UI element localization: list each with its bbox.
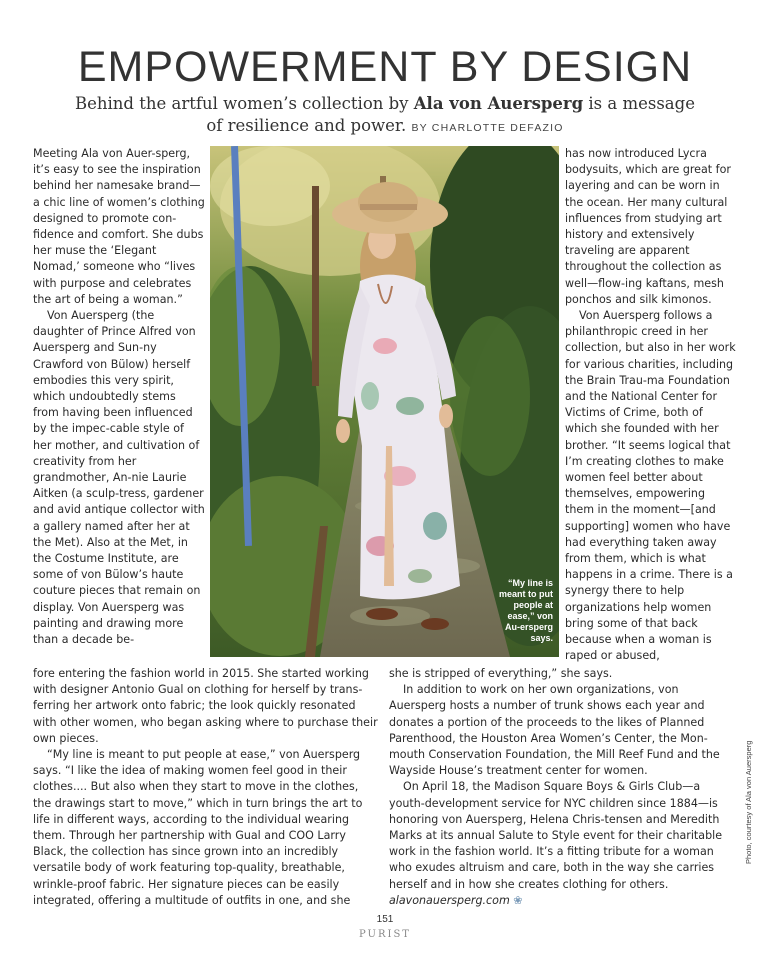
article-deck xyxy=(70,93,700,139)
photo-credit: Photo, courtesy of Ala von Auersperg xyxy=(744,740,753,864)
paragraph: In addition to work on her own organizations, von Auersperg hosts a number of trunk shows each year and donates a portion of the proceeds to the likes of Planned Parenthood, the Houston Area Women’s Center, the Mon-mouth Conservation Foundation, the Mill Reef Fund and the Wayside House’s treatment center for women. xyxy=(389,683,720,778)
right-column xyxy=(565,146,737,665)
website-link[interactable]: alavonauersperg.com xyxy=(389,893,510,907)
paragraph: Von Auersperg (the daughter of Prince Alfred von Auersperg and Sun-ny Crawford von Bülow) herself embodies this very spirit, which undoubtedly stems from having been influenced by the impec-cable style of her mother, and cultivation of creativity from her grandmother, An-nie Laurie Aitken (a sculp-tress, gardener and avid antique collector with a gallery named after her at the Met). Also at the Met, in the Costume Institute, are some of von Bülow’s haute couture pieces that remain on display. Von Auersperg was painting and drawing more than a decade be- xyxy=(33,309,205,647)
lower-right-column xyxy=(389,666,727,909)
left-column xyxy=(33,146,205,648)
paragraph: has now introduced Lycra bodysuits, which are great for layering and can be worn in the ocean. Her many cultural influences from studying art history and extensively traveling are apparent throughout the collection as well—flow-ing kaftans, mesh ponchos and silk kimonos. xyxy=(565,147,731,306)
article-headline: EMPOWERMENT BY DESIGN xyxy=(77,43,693,91)
lotus-icon: ❀ xyxy=(513,893,523,907)
article-photo xyxy=(210,146,559,657)
deck-name: Ala von Auersperg xyxy=(413,94,584,113)
paragraph: “My line is meant to put people at ease,” von Auersperg says. “I like the idea of making women feel good in their clothes.... But also when they start to move in the clothes, the drawings start to move,” which in turn brings the art to life in different ways, according to the individual wearing them. Through her partnership with Gual and COO Larry Black, the collection has since grown into an incredibly versatile body of work featuring top-quality, breathable, wrinkle-proof fabric. Her signature pieces can be easily integrated, offering a multitude of outfits in one, and she xyxy=(33,748,363,907)
lower-left-column xyxy=(33,666,378,909)
deck-text-2: is a message of resilience and power. xyxy=(206,94,695,135)
paragraph: Von Auersperg follows a philanthropic creed in her collection, but also in her work for various charities, including the Brain Trau-ma Foundation and the National Center for Victims of Crime, both of which she founded with her brother. “It seems logical that I’m creating clothes to make women feel better about themselves, empowering them in the moment—[and supporting] women who have had everything taken away from them, which is what happens in a crime. There is a synergy there to help organizations help women bring some of that back because when a woman is raped or abused, xyxy=(565,309,736,663)
deck-text-1: Behind the artful women’s collection by xyxy=(75,94,414,113)
paragraph: Meeting Ala von Auer-sperg, it’s easy to see the inspiration behind her namesake brand—a chic line of women’s clothing designed to promote con-fidence and comfort. She dubs her muse the ‘Elegant Nomad,’ someone who “lives with purpose and celebrates the art of being a woman.” xyxy=(33,147,205,306)
photo-caption: “My line is meant to put people at ease,” von Au-ersperg says. xyxy=(499,578,553,643)
paragraph xyxy=(389,779,727,909)
byline: BY CHARLOTTE DEFAZIO xyxy=(411,122,564,134)
paragraph: fore entering the fashion world in 2015. She started working with designer Antonio Gual on clothing for herself by trans-ferring her artwork onto fabric; the look quickly resonated with other women, who began asking where to purchase their own pieces. xyxy=(33,667,378,745)
paragraph-text: On April 18, the Madison Square Boys & Girls Club—a youth-development service for NYC children since 1884—is honoring von Auersperg, Helena Chris-tensen and Meredith Marks at its annual Salute to Style event for their charitable work in the fashion world. It’s a fitting tribute for a woman who exudes altruism and care, both in the way she carries herself and in how she creates clothing for others. xyxy=(389,780,723,891)
page-number: 151 xyxy=(376,914,394,925)
paragraph: she is stripped of everything,” she says. xyxy=(389,667,613,680)
magazine-logo: PURIST xyxy=(359,929,411,940)
